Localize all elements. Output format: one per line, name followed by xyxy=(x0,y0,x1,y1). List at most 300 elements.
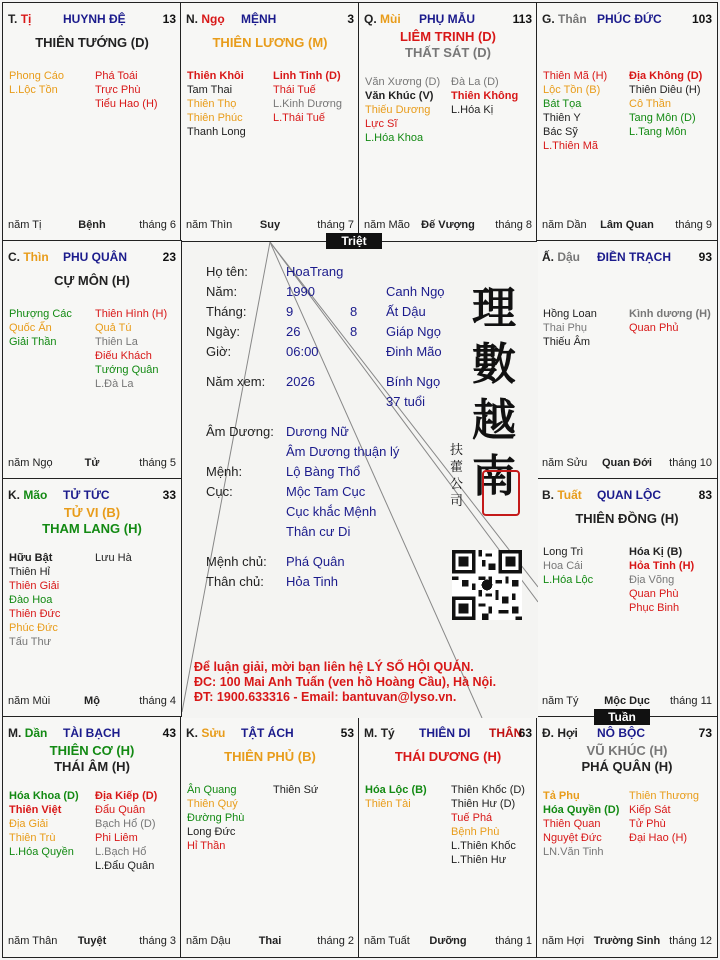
than-marker: THÂN xyxy=(489,726,523,740)
star: Nguyệt Đức xyxy=(543,832,602,844)
star: Thiếu Dương xyxy=(365,104,431,116)
palace-header xyxy=(542,250,712,266)
star: L.Hóa Kị xyxy=(451,104,494,116)
than-chu-label: Thân chủ: xyxy=(206,574,264,589)
stars-col-1 xyxy=(9,551,60,649)
palace-month: tháng 6 xyxy=(139,219,176,231)
star: Hỏa Tinh (H) xyxy=(629,560,695,572)
contact-line-3[interactable]: ĐT: 1900.633316 - Email: bantuvan@lyso.vn. xyxy=(194,690,457,704)
palace-can-chi xyxy=(186,12,225,26)
star: L.Kinh Dương xyxy=(273,98,343,110)
star: Kiếp Sát xyxy=(629,804,671,816)
thang-can-chi: Ất Dậu xyxy=(386,304,426,319)
main-star: THAM LANG (H) xyxy=(42,521,142,536)
star: Tang Môn (D) xyxy=(629,112,696,124)
main-star: VŨ KHÚC (H) xyxy=(586,743,668,758)
star: L.Thiên Mã xyxy=(543,140,599,152)
stars-col-1 xyxy=(543,69,607,153)
red-seal-stamp xyxy=(482,470,520,516)
main-star: CỰ MÔN (H) xyxy=(54,273,130,288)
main-star: THIÊN ĐỒNG (H) xyxy=(575,511,679,526)
nam-label: Năm: xyxy=(206,284,238,299)
palace-can: Q. xyxy=(364,12,377,26)
palace-can: M. xyxy=(8,726,22,740)
palace-name: TÀI BẠCH xyxy=(63,726,121,740)
palace-month: tháng 8 xyxy=(495,219,532,231)
star: L.Đẩu Quân xyxy=(95,860,155,872)
palace-number: 3 xyxy=(347,12,354,26)
ngay-value: 26 xyxy=(286,324,301,339)
star: Tấu Thư xyxy=(9,636,52,648)
palace-name: TẬT ÁCH xyxy=(241,726,294,740)
ngay-am-value: 8 xyxy=(350,324,358,339)
star: Thiên Hỉ xyxy=(9,566,50,578)
palace-name: HUYNH ĐỆ xyxy=(63,12,126,26)
am-duong-label: Âm Dương: xyxy=(206,424,274,439)
palace-can: K. xyxy=(186,726,198,740)
thang-value: 9 xyxy=(286,304,294,319)
palace-number: 23 xyxy=(162,250,176,264)
main-stars xyxy=(181,35,359,51)
star: Thiên Đức xyxy=(9,608,61,620)
star: Tướng Quân xyxy=(95,364,159,376)
palace-can-chi xyxy=(8,488,47,502)
star: Thiên Phúc xyxy=(187,112,243,124)
star: Bát Tọa xyxy=(543,98,582,110)
palace-year: năm Thân xyxy=(8,935,58,947)
palace-ty xyxy=(358,716,538,958)
stars-col-1 xyxy=(365,75,440,145)
main-star: THẤT SÁT (D) xyxy=(405,45,491,60)
star: Hóa Kị (B) xyxy=(629,546,683,558)
qr-code-icon[interactable] xyxy=(452,550,522,620)
palace-chi: Hợi xyxy=(557,726,578,740)
palace-tuat xyxy=(536,478,718,718)
palace-header xyxy=(186,12,354,28)
palace-can-chi xyxy=(542,488,582,502)
main-star: TỬ VI (B) xyxy=(63,505,121,520)
star: Đẩu Quân xyxy=(95,804,146,816)
star: Hóa Quyền (D) xyxy=(543,804,620,816)
star: Thiên La xyxy=(95,336,138,348)
stars-col-1 xyxy=(187,783,244,853)
palace-chi: Mão xyxy=(23,488,48,502)
palace-name: QUAN LỘC xyxy=(597,488,661,502)
palace-footer xyxy=(542,219,712,233)
stars-col-2 xyxy=(273,783,318,797)
main-star: LIÊM TRINH (D) xyxy=(399,29,497,44)
center-info-panel xyxy=(182,242,538,718)
main-star: THÁI DƯƠNG (H) xyxy=(394,749,502,764)
star: Địa Không (D) xyxy=(629,70,703,82)
palace-month: tháng 11 xyxy=(669,695,712,707)
palace-name: THIÊN DI xyxy=(419,726,471,740)
palace-footer xyxy=(364,935,532,949)
palace-header xyxy=(8,250,176,266)
cuc-value: Mộc Tam Cục xyxy=(286,484,366,499)
palace-hoi xyxy=(536,716,718,958)
palace-month: tháng 1 xyxy=(495,935,532,947)
star: Thiên Trù xyxy=(9,832,56,844)
palace-number: 43 xyxy=(162,726,176,740)
star: L.Hóa Khoa xyxy=(365,132,424,144)
gio-value: 06:00 xyxy=(286,344,319,359)
star: Thiên Khôi xyxy=(187,70,244,82)
triet-badge: Triệt xyxy=(326,233,382,249)
star: Thiên Thương xyxy=(629,790,700,802)
palace-chi: Dậu xyxy=(557,250,581,264)
star: Hóa Khoa (D) xyxy=(9,790,79,802)
stars-col-2 xyxy=(95,551,132,565)
main-star: THIÊN TƯỚNG (D) xyxy=(35,35,149,50)
palace-chi: Thìn xyxy=(23,250,49,264)
palace-can-chi xyxy=(542,726,578,740)
contact-block xyxy=(194,660,496,705)
palace-footer xyxy=(186,935,354,949)
palace-year: năm Sửu xyxy=(542,457,588,469)
palace-stage: Đế Vượng xyxy=(421,219,475,231)
star: Thiên Quý xyxy=(187,798,238,810)
palace-dau xyxy=(536,240,718,480)
star: Tả Phụ xyxy=(543,790,580,802)
main-stars xyxy=(537,511,717,527)
main-stars xyxy=(359,29,537,61)
tuan-badge: Tuần xyxy=(594,709,650,725)
ngay-label: Ngày: xyxy=(206,324,240,339)
main-star: THIÊN CƠ (H) xyxy=(49,743,135,758)
palace-can: N. xyxy=(186,12,198,26)
palace-year: năm Tuất xyxy=(364,935,410,947)
star: Đà La (D) xyxy=(451,76,499,88)
star: Thiên Hình (H) xyxy=(95,308,168,320)
main-star: THIÊN LƯƠNG (M) xyxy=(212,35,328,50)
palace-chi: Dần xyxy=(24,726,48,740)
palace-can: G. xyxy=(542,12,555,26)
palace-header xyxy=(186,726,354,742)
star: Phục Binh xyxy=(629,602,680,614)
palace-number: 103 xyxy=(691,12,712,26)
palace-header xyxy=(8,726,176,742)
star: Văn Xương (D) xyxy=(365,76,441,88)
star: Đường Phù xyxy=(187,812,245,824)
palace-ngo xyxy=(180,2,360,242)
palace-chi: Thân xyxy=(558,12,587,26)
star: Thiên Tài xyxy=(365,798,411,810)
star: Hồng Loan xyxy=(543,308,597,320)
seal-char-1: 理 xyxy=(472,283,516,334)
star: Phong Cáo xyxy=(9,70,65,82)
star: Thiên Y xyxy=(543,112,581,124)
palace-ti xyxy=(2,2,182,242)
thang-label: Tháng: xyxy=(206,304,247,319)
palace-number: 93 xyxy=(698,250,712,264)
palace-footer xyxy=(8,457,176,471)
palace-month: tháng 4 xyxy=(139,695,176,707)
stars-col-2 xyxy=(95,69,158,111)
palace-name: PHU QUÂN xyxy=(63,250,128,264)
palace-name: PHỤ MẪU xyxy=(419,12,475,26)
star: Quả Tú xyxy=(95,322,132,334)
main-stars xyxy=(3,35,181,51)
thang-am-value: 8 xyxy=(350,304,358,319)
nam-xem-value: 2026 xyxy=(286,374,315,389)
star: Lộc Tồn (B) xyxy=(543,84,601,96)
star: L.Tang Môn xyxy=(629,126,687,138)
palace-number: 63 xyxy=(518,726,532,740)
palace-name: PHÚC ĐỨC xyxy=(597,12,662,26)
star: L.Hóa Quyền xyxy=(9,846,74,858)
palace-footer xyxy=(8,935,176,949)
stars-col-2 xyxy=(273,69,342,125)
palace-year: năm Ngọ xyxy=(8,457,53,469)
star: Long Trì xyxy=(543,546,584,558)
palace-number: 113 xyxy=(512,12,532,26)
palace-chi: Mùi xyxy=(380,12,401,26)
palace-stage: Thai xyxy=(258,935,282,947)
palace-header xyxy=(8,12,176,28)
star: Bệnh Phù xyxy=(451,826,500,838)
palace-can: C. xyxy=(8,250,20,264)
palace-than xyxy=(536,2,718,242)
palace-thin xyxy=(2,240,182,480)
star: Bạch Hổ (D) xyxy=(95,818,156,830)
palace-name: ĐIỀN TRẠCH xyxy=(597,250,671,264)
palace-number: 73 xyxy=(698,726,712,740)
palace-year: năm Tý xyxy=(542,695,579,707)
palace-mui xyxy=(358,2,538,242)
nam-xem-can-chi: Bính Ngọ xyxy=(386,374,441,389)
palace-month: tháng 10 xyxy=(669,457,712,469)
cuc-note: Cục khắc Mệnh xyxy=(286,504,377,519)
tuoi-value: 37 tuổi xyxy=(386,394,426,409)
star: Thiên Diêu (H) xyxy=(629,84,701,96)
star: LN.Văn Tinh xyxy=(543,846,604,858)
stars-col-2 xyxy=(95,307,167,391)
main-star: THIÊN PHỦ (B) xyxy=(224,749,316,764)
star: Địa Võng xyxy=(629,574,675,586)
main-stars xyxy=(537,743,717,775)
palace-stage: Quan Đới xyxy=(602,457,652,469)
star: L.Đà La xyxy=(95,378,134,390)
stars-col-1 xyxy=(187,69,246,139)
menh-value: Lộ Bàng Thổ xyxy=(286,464,361,479)
palace-footer xyxy=(542,457,712,471)
star: Tiểu Hao (H) xyxy=(95,98,158,110)
palace-header xyxy=(542,726,712,742)
palace-year: năm Thìn xyxy=(186,219,233,231)
stars-col-1 xyxy=(365,783,427,811)
stars-col-2 xyxy=(629,69,702,139)
palace-header xyxy=(364,726,532,742)
palace-name: NÔ BỘC xyxy=(597,726,645,740)
nam-value: 1990 xyxy=(286,284,315,299)
palace-chi: Tý xyxy=(380,726,395,740)
palace-header xyxy=(542,12,712,28)
star: Ân Quang xyxy=(187,784,237,796)
stars-col-1 xyxy=(543,545,593,587)
palace-month: tháng 3 xyxy=(139,935,176,947)
horoscope-chart xyxy=(2,2,718,958)
palace-number: 83 xyxy=(698,488,712,502)
palace-can: K. xyxy=(8,488,20,502)
palace-can-chi xyxy=(186,726,225,740)
seal-side-text: 扶 藿 公 司 xyxy=(450,443,464,509)
star: Hóa Lộc (B) xyxy=(365,784,427,796)
than-chu-value: Hỏa Tinh xyxy=(286,574,339,589)
star: Thiên Khốc (D) xyxy=(451,784,525,796)
palace-stage: Tuyệt xyxy=(77,935,107,947)
palace-stage: Mộ xyxy=(84,695,100,707)
palace-footer xyxy=(8,219,176,233)
palace-can-chi xyxy=(364,726,395,740)
star: Địa Kiếp (D) xyxy=(95,790,158,802)
main-stars xyxy=(181,749,359,765)
palace-name: TỬ TỨC xyxy=(63,488,110,502)
star: Thiên Việt xyxy=(9,804,62,816)
palace-suu xyxy=(180,716,360,958)
star: Thanh Long xyxy=(187,126,246,138)
star: Phá Toái xyxy=(95,70,138,82)
star: Tuế Phá xyxy=(451,812,493,824)
menh-chu-value: Phá Quân xyxy=(286,554,345,569)
palace-stage: Trường Sinh xyxy=(593,935,661,947)
stars-col-2 xyxy=(451,75,518,117)
palace-can-chi xyxy=(542,250,580,264)
palace-can: T. xyxy=(8,12,18,26)
palace-header xyxy=(8,488,176,504)
star: Phi Liêm xyxy=(95,832,138,844)
star: Địa Giải xyxy=(9,818,49,830)
palace-chi: Tuất xyxy=(557,488,582,502)
menh-label: Mệnh: xyxy=(206,464,243,479)
am-duong-value: Dương Nữ xyxy=(286,424,349,439)
star: Phượng Các xyxy=(9,308,72,320)
palace-stage: Bệnh xyxy=(78,219,106,231)
stars-col-2 xyxy=(95,789,157,873)
palace-chi: Tị xyxy=(20,12,32,26)
palace-month: tháng 5 xyxy=(139,457,176,469)
palace-month: tháng 2 xyxy=(317,935,354,947)
main-stars xyxy=(3,505,181,537)
palace-can: M. xyxy=(364,726,378,740)
star: Quan Phù xyxy=(629,588,679,600)
cuc-label: Cục: xyxy=(206,484,233,499)
stars-col-2 xyxy=(451,783,525,867)
star: Đại Hao (H) xyxy=(629,832,688,844)
palace-year: năm Mão xyxy=(364,219,410,231)
palace-chi: Ngọ xyxy=(201,12,225,26)
palace-footer xyxy=(8,695,176,709)
palace-can-chi xyxy=(8,726,47,740)
menh-chu-label: Mệnh chủ: xyxy=(206,554,267,569)
palace-stage: Tử xyxy=(84,457,100,469)
star: L.Bạch Hổ xyxy=(95,846,147,858)
palace-name: MỆNH xyxy=(241,12,277,26)
palace-stage: Lâm Quan xyxy=(600,219,654,231)
am-duong-note: Âm Dương thuận lý xyxy=(286,444,400,459)
palace-footer xyxy=(186,219,354,233)
star: Điếu Khách xyxy=(95,350,152,362)
star: Thai Phụ xyxy=(543,322,588,334)
star: L.Lộc Tồn xyxy=(9,84,58,96)
star: Hỉ Thần xyxy=(187,840,226,852)
palace-number: 33 xyxy=(162,488,176,502)
star: Long Đức xyxy=(187,826,236,838)
star: Kình dương (H) xyxy=(629,308,711,320)
ho-ten-value: HoaTrang xyxy=(286,264,344,279)
star: Thái Tuế xyxy=(273,84,316,96)
palace-year: năm Mùi xyxy=(8,695,51,707)
star: Đào Hoa xyxy=(9,594,53,606)
palace-dan xyxy=(2,716,182,958)
main-stars xyxy=(359,749,537,765)
stars-col-1 xyxy=(543,307,597,349)
star: Thiên Giải xyxy=(9,580,60,592)
nam-can-chi: Canh Ngọ xyxy=(386,284,445,299)
stars-col-1 xyxy=(9,789,79,859)
star: Thiên Hư (D) xyxy=(451,798,516,810)
palace-can-chi xyxy=(8,250,49,264)
star: Cô Thần xyxy=(629,98,671,110)
star: Thiên Thọ xyxy=(187,98,237,110)
star: Lưu Hà xyxy=(95,552,132,564)
star: Hữu Bật xyxy=(9,552,53,564)
star: Thiên Không xyxy=(451,90,519,102)
palace-year: năm Hợi xyxy=(542,935,585,947)
main-star: PHÁ QUÂN (H) xyxy=(581,759,673,774)
star: Linh Tinh (D) xyxy=(273,70,341,82)
star: Tam Thai xyxy=(187,84,233,96)
palace-number: 53 xyxy=(340,726,354,740)
palace-stage: Suy xyxy=(259,219,281,231)
star: Bác Sỹ xyxy=(543,126,578,138)
stars-col-2 xyxy=(629,789,699,845)
palace-month: tháng 9 xyxy=(675,219,712,231)
stars-col-2 xyxy=(629,307,711,335)
star: L.Thiên Hư xyxy=(451,854,507,866)
palace-stage: Dưỡng xyxy=(429,935,467,947)
palace-month: tháng 7 xyxy=(317,219,354,231)
stars-col-1 xyxy=(9,307,72,349)
star: Thiên Sứ xyxy=(273,784,319,796)
palace-can: Đ. xyxy=(542,726,554,740)
star: Tử Phù xyxy=(629,818,666,830)
palace-footer xyxy=(364,219,532,233)
star: Giải Thần xyxy=(9,336,57,348)
stars-col-1 xyxy=(9,69,64,97)
stars-col-1 xyxy=(543,789,619,859)
palace-footer xyxy=(542,935,712,949)
ngay-can-chi: Giáp Ngọ xyxy=(386,324,441,339)
star: Quốc Ấn xyxy=(9,322,52,334)
star: Thiên Quan xyxy=(543,818,601,830)
star: L.Thái Tuế xyxy=(273,112,325,124)
palace-footer xyxy=(542,695,712,709)
seal-char-4: 南 xyxy=(472,451,516,502)
seal-char-2: 數 xyxy=(472,339,516,390)
nam-xem-label: Năm xem: xyxy=(206,374,266,389)
main-stars xyxy=(3,273,181,289)
than-cu-note: Thân cư Di xyxy=(286,524,351,539)
stars-col-2 xyxy=(629,545,694,615)
ho-ten-label: Họ tên: xyxy=(206,264,248,279)
star: Trực Phù xyxy=(95,84,141,96)
palace-header xyxy=(542,488,712,504)
star: Thiếu Âm xyxy=(543,336,591,348)
star: L.Thiên Khốc xyxy=(451,840,516,852)
palace-year: năm Dần xyxy=(542,219,587,231)
palace-can-chi xyxy=(8,12,31,26)
